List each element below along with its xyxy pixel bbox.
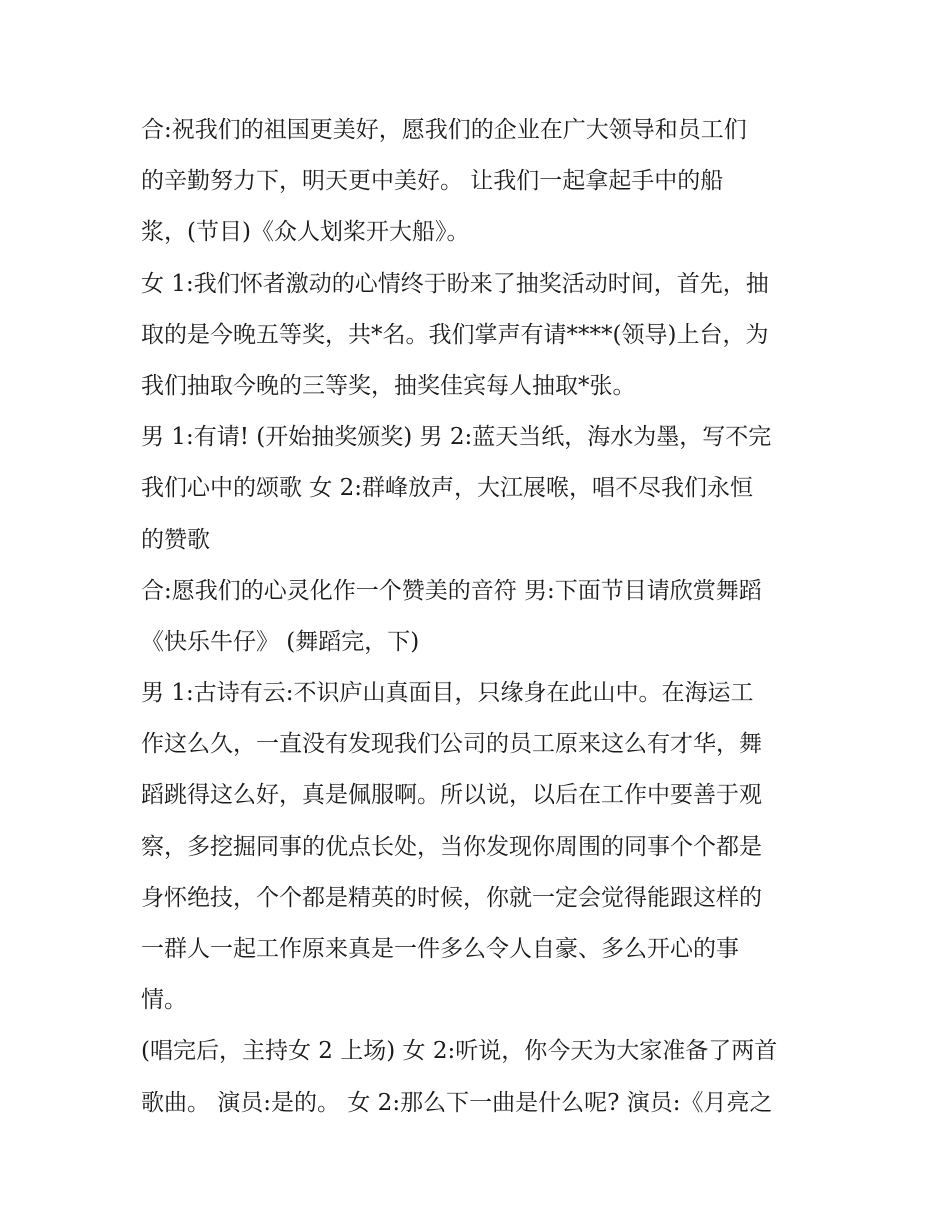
text-line: 察，多挖掘同事的优点长处，当你发现你周围的同事个个都是 xyxy=(141,833,762,860)
text-line: 合:愿我们的心灵化作一个赞美的音符 男:下面节目请欣赏舞蹈 xyxy=(141,577,762,604)
text-line: 蹈跳得这么好，真是佩服啊。所以说，以后在工作中要善于观 xyxy=(141,782,762,809)
text-line: 歌曲。 演员:是的。 女 2:那么下一曲是什么呢? 演员:《月亮之 xyxy=(141,1089,773,1116)
document-body xyxy=(141,105,813,1129)
text-line: (唱完后，主持女 2 上场) 女 2:听说，你今天为大家准备了两首 xyxy=(141,1038,778,1065)
text-line: 身怀绝技，个个都是精英的时候，你就一定会觉得能跟这样的 xyxy=(141,884,762,911)
text-line: 浆，(节目)《众人划桨开大船》。 xyxy=(141,219,470,246)
text-line: 的赞歌 xyxy=(141,526,210,553)
text-line: 男 1:古诗有云:不识庐山真面目，只缘身在此山中。在海运工 xyxy=(141,680,754,707)
text-line: 情。 xyxy=(141,987,187,1014)
text-line: 的辛勤努力下，明天更中美好。 让我们一起拿起手中的船 xyxy=(141,168,724,195)
text-line: 我们抽取今晚的三等奖，抽奖佳宾每人抽取*张。 xyxy=(141,372,636,399)
text-line: 男 1:有请! (开始抽奖颁奖) 男 2:蓝天当纸，海水为墨，写不完 xyxy=(141,424,772,451)
text-line: 取的是今晚五等奖，共*名。我们掌声有请****(领导)上台，为 xyxy=(141,321,769,348)
text-line: 《快乐牛仔》 (舞蹈完，下) xyxy=(141,628,420,655)
text-line: 一群人一起工作原来真是一件多么令人自豪、多么开心的事 xyxy=(141,936,739,962)
text-line: 女 1:我们怀者激动的心情终于盼来了抽奖活动时间，首先，抽 xyxy=(141,270,769,297)
text-line: 作这么久，一直没有发现我们公司的员工原来这么有才华，舞 xyxy=(141,731,762,758)
text-line: 合:祝我们的祖国更美好，愿我们的企业在广大领导和员工们 xyxy=(141,117,747,143)
text-line: 我们心中的颂歌 女 2:群峰放声，大江展喉，唱不尽我们永恒 xyxy=(141,475,754,502)
